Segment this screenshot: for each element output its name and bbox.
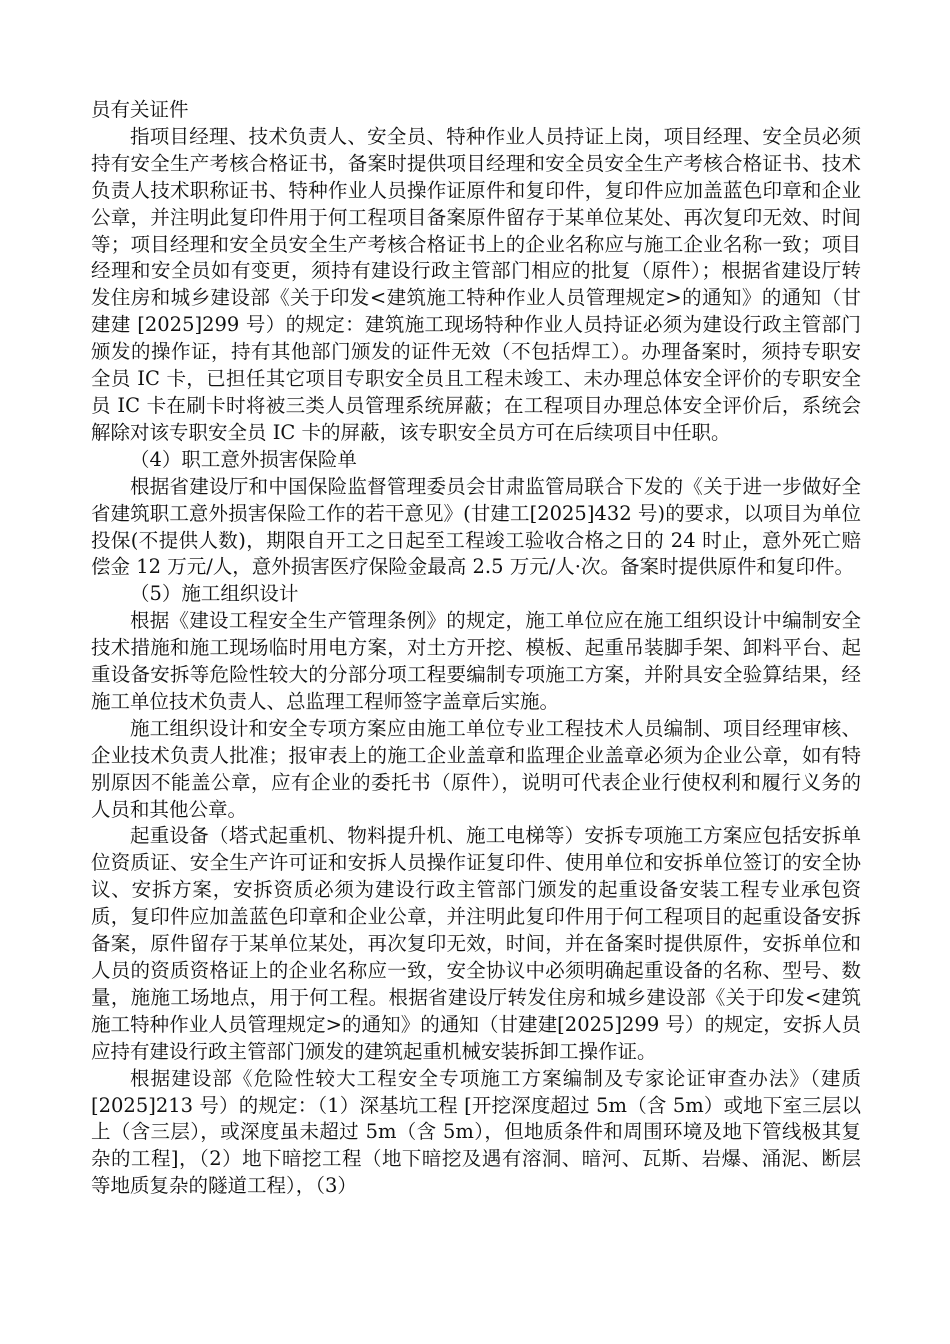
- paragraph-continuation: 员有关证件: [91, 98, 189, 121]
- paragraph-lifting-equipment: 起重设备（塔式起重机、物料提升机、施工电梯等）安拆专项施工方案应包括安拆单位资质证、安全生产许可证和安拆人员操作证复印件、使用单位和安拆单位签订的安全协议、安拆方案，安拆资质必须为建设行政主管部门颁发的起重设备安装工程专业承包资质，复印件应加盖蓝色印章和企业公章，并注明此复印件用于何工程项目的起重设备安拆备案，原件留存于某单位某处，再次复印无效，时间，并在备案时提供原件，安拆单位和人员的资质资格证上的企业名称应一致，安全协议中必须明确起重设备的名称、型号、数量，施施工场地点，用于何工程。根据省建设厅转发住房和城乡建设部《关于印发<建筑施工特种作业人员管理规定>的通知》的通知（甘建建[2025]299 号）的规定，安拆人员应持有建设行政主管部门颁发的建筑起重机械安装拆卸工操作证。: [91, 824, 861, 1063]
- section-heading-insurance: （4）职工意外损害保险单: [130, 447, 357, 471]
- paragraph-personnel-certificates: 指项目经理、技术负责人、安全员、特种作业人员持证上岗，项目经理、安全员必须持有安全生产考核合格证书，备案时提供项目经理和安全员安全生产考核合格证书、技术负责人技术职称证书、特种作业人员操作证原件和复印件，复印件应加盖蓝色印章和企业公章，并注明此复印件用于何工程项目备案原件留存于某单位某处、再次复印无效、时间等；项目经理和安全员安全生产考核合格证书上的企业名称应与施工企业名称一致；项目经理和安全员如有变更，须持有建设行政主管部门相应的批复（原件）；根据省建设厅转发住房和城乡建设部《关于印发<建筑施工特种作业人员管理规定>的通知》的通知（甘建建 [2025]299 号）的规定：建筑施工现场特种作业人员持证必须为建设行政主管部门颁发的操作证，持有其他部门颁发的证件无效（不包括焊工）。办理备案时，须持专职安全员 IC 卡，已担任其它项目专职安全员且工程未竣工、未办理总体安全评价的专职安全员 IC 卡在刷卡时将被三类人员管理系统屏蔽；在工程项目办理总体安全评价后，系统会解除对该专职安全员 IC 卡的屏蔽，该专职安全员方可在后续项目中任职。: [91, 124, 861, 444]
- section-heading-construction-design: （5）施工组织设计: [130, 582, 299, 606]
- paragraph-insurance: 根据省建设厅和中国保险监督管理委员会甘肃监管局联合下发的《关于进一步做好全省建筑职工意外损害保险工作的若干意见》(甘建工[2025]432 号)的要求，以项目为单位投保(不提供人数)，期限自开工之日起至工程竣工验收合格之日的 24 时止，意外死亡赔偿金 12 万元/人，意外损害医疗保险金最高 2.5 万元/人·次。备案时提供原件和复印件。: [91, 474, 861, 579]
- paragraph-design-approval: 施工组织设计和安全专项方案应由施工单位专业工程技术人员编制、项目经理审核、企业技术负责人批准；报审表上的施工企业盖章和监理企业盖章必须为企业公章，如有特别原因不能盖公章，应有企业的委托书（原件），说明可代表企业行使权利和履行义务的人员和其他公章。: [91, 716, 861, 821]
- paragraph-safety-regulation: 根据《建设工程安全生产管理条例》的规定，施工单位应在施工组织设计中编制安全技术措施和施工现场临时用电方案，对土方开挖、模板、起重吊装脚手架、卸料平台、起重设备安拆等危险性较大的分部分项工程要编制专项施工方案，并附具安全验算结果，经施工单位技术负责人、总监理工程师签字盖章后实施。: [91, 609, 861, 713]
- document-page: [91, 97, 861, 1200]
- paragraph-hazardous-works: 根据建设部《危险性较大工程安全专项施工方案编制及专家论证审查办法》（建质 [2025]213 号）的规定：（1）深基坑工程 [开挖深度超过 5m（含 5m）或地下室三层以上（含三层），或深度虽未超过 5m（含 5m），但地质条件和周围环境及地下管线极其复杂的工程]，（2）地下暗挖工程（地下暗挖及遇有溶洞、暗河、瓦斯、岩爆、涌泥、断层等地质复杂的隧道工程），（3）: [91, 1066, 861, 1198]
